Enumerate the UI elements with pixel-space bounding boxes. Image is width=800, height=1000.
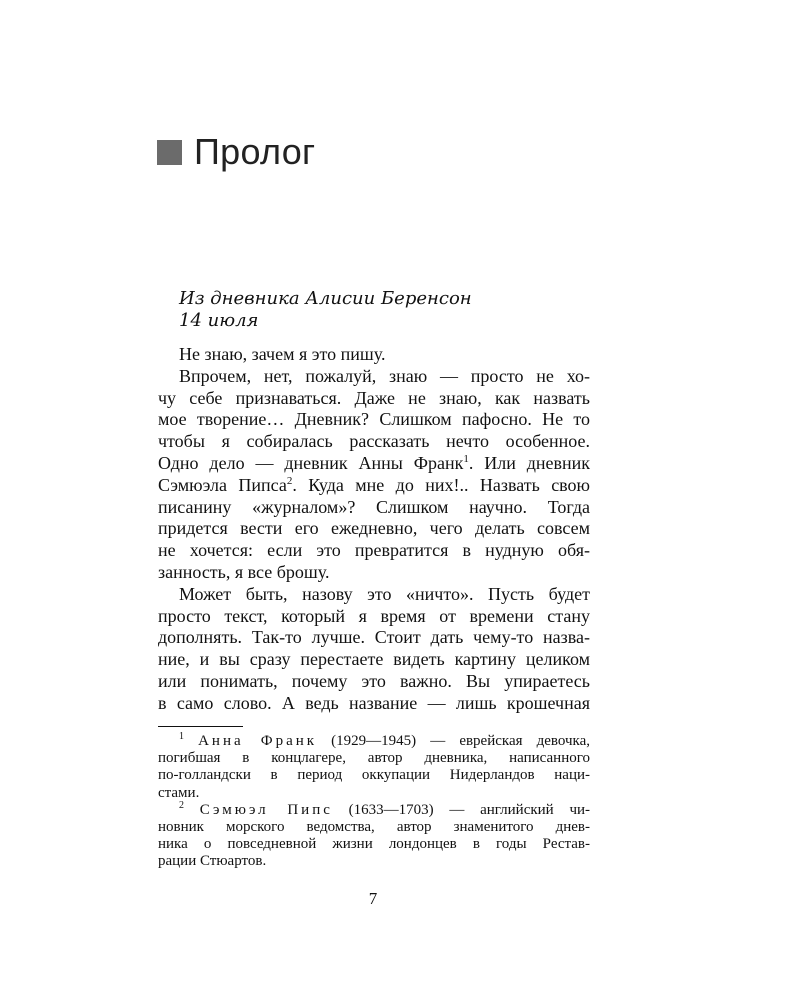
footnote-line: ника о повседневной жизни лондонцев в годы Рестав- [158,836,590,853]
body-line: или понимать, почему это важно. Вы упираетесь [158,670,590,691]
footnote-text: (1633—1703) — английский чи- [332,801,591,818]
footnote-text: (1929—1945) — еврейская девочка, [317,733,591,749]
chapter-heading [157,128,316,176]
chapter-title: Пролог [194,131,316,172]
chapter-square-icon [157,140,182,165]
footnote-name: Анна Франк [198,733,318,749]
footnote-ref-2[interactable]: 2 [286,474,293,487]
footnote-name: Сэмюэл Пипс [199,801,333,818]
body-line: занность, я все брошу. [158,561,330,582]
epigraph-date: 14 июля [179,310,259,331]
body-line: мое творение… Дневник? Слишком пафосно. Не то [158,409,590,430]
body-line: Может быть, назову это «ничто». Пусть будет [179,583,590,604]
body-line: писанину «журналом»? Слишком научно. Тогда [158,496,590,517]
body-line-text: . Куда мне до них!.. Назвать свою [292,474,591,495]
epigraph-source: Из дневника Алисии Беренсон [179,288,472,309]
body-line-text: Одно дело — дневник Анны Франк [158,452,464,473]
body-line: придется вести его ежедневно, чего делать совсем [158,518,590,539]
body-line: ние, и вы сразу перестаете видеть картину целиком [158,649,590,670]
footnote-line: рации Стюартов. [158,853,267,870]
body-line: чтобы я собиралась рассказать нечто особенное. [158,431,590,452]
footnote-2 [158,799,591,871]
footnote-number: 1 [179,731,184,742]
body-line [158,453,590,475]
footnote-line: погибшая в концлагере, автор дневника, написанного [158,750,590,767]
footnote-line [158,733,590,750]
body-line: не хочется: если это превратится в нудную обя- [158,540,590,561]
body-line-text: . Или дневник [468,452,590,473]
footnote-line: новник морского ведомства, автор знаменитого днев- [158,819,590,836]
body-line: Не знаю, зачем я это пишу. [179,344,386,364]
body-line: Впрочем, нет, пожалуй, знаю — просто не хо- [179,365,590,386]
body-line: чу себе признаваться. Даже не знаю, как назвать [158,387,590,408]
footnote-number: 2 [179,799,184,811]
epigraph [179,288,472,332]
body-text [158,344,590,715]
footnote-divider [158,726,243,727]
footnote-ref-1[interactable]: 1 [463,452,469,465]
body-line [158,475,590,497]
footnote-line [158,799,591,819]
body-line: просто текст, который я время от времени стану [158,605,590,626]
footnote-1 [158,733,590,802]
footnotes [158,733,590,871]
footnote-line: стами. [158,784,200,801]
body-line-text: Сэмюэла Пипса [158,474,287,495]
body-line: дополнять. Так-то лучше. Стоит дать чему-то назва- [158,627,590,648]
footnote-line: по-голландски в период оккупации Нидерландов наци- [158,767,590,784]
body-line: в само слово. А ведь название — лишь крошечная [158,692,590,713]
page-number: 7 [368,889,378,908]
